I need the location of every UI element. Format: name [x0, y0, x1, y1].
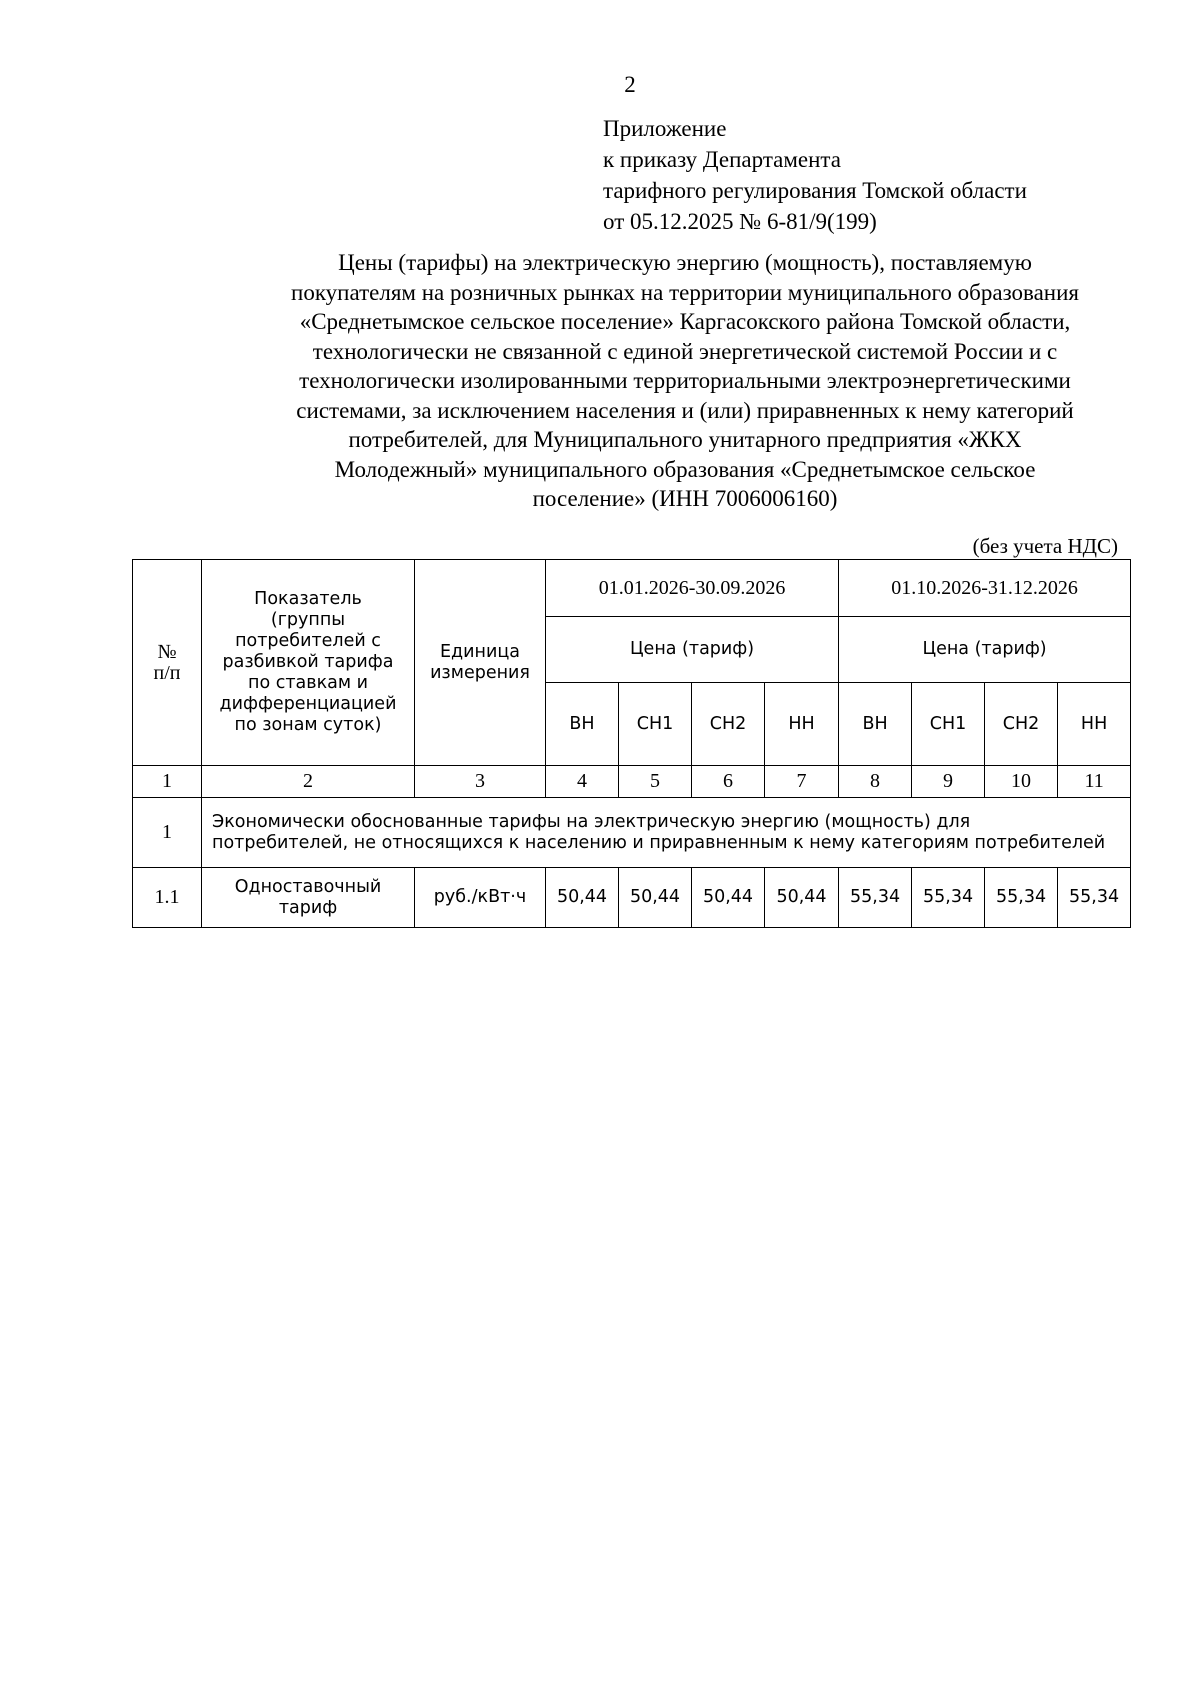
header-period-1: 01.01.2026-30.09.2026	[546, 560, 839, 617]
tariff-value: 50,44	[765, 868, 839, 928]
title-line: «Среднетымское сельское поселение» Каргасокского района Томской области,	[299, 309, 1071, 334]
page-number: 2	[624, 72, 636, 97]
approval-block	[603, 113, 1027, 237]
voltage-level: ВН	[546, 683, 619, 766]
voltage-level: СН2	[985, 683, 1058, 766]
title-line: поселение» (ИНН 7006006160)	[532, 486, 838, 511]
section-title: Экономически обоснованные тарифы на электрическую энергию (мощность) для потребителей, не относящихся к населению и приравненным к нему категориям потребителей	[202, 798, 1131, 868]
title-line: потребителей, для Муниципального унитарного предприятия «ЖКХ	[348, 427, 1022, 452]
voltage-level: СН1	[619, 683, 692, 766]
column-number: 11	[1058, 766, 1131, 798]
column-number: 9	[912, 766, 985, 798]
column-number: 8	[839, 766, 912, 798]
approval-line: Приложение	[603, 116, 727, 141]
vat-note: (без учета НДС)	[972, 534, 1118, 558]
column-number: 5	[619, 766, 692, 798]
approval-line: от 05.12.2025 № 6-81/9(199)	[603, 209, 877, 234]
approval-line: тарифного регулирования Томской области	[603, 178, 1027, 203]
title-line: технологически изолированными территориальными электроэнергетическими	[299, 368, 1071, 393]
title-line: системами, за исключением населения и (или) приравненных к нему категорий	[296, 397, 1074, 423]
tariff-value: 55,34	[1058, 868, 1131, 928]
voltage-level: НН	[1058, 683, 1131, 766]
title-line: Молодежный» муниципального образования «Среднетымское сельское	[334, 456, 1036, 482]
row-name: Одноставочный тариф	[202, 868, 415, 928]
header-row-periods	[133, 560, 1131, 617]
approval-line: к приказу Департамента	[603, 147, 841, 172]
section-num: 1	[133, 798, 202, 868]
tariff-value: 50,44	[619, 868, 692, 928]
column-number: 6	[692, 766, 765, 798]
tariff-table	[132, 559, 1131, 928]
table-row	[133, 868, 1131, 928]
voltage-level: ВН	[839, 683, 912, 766]
column-number: 4	[546, 766, 619, 798]
header-unit: Единица измерения	[415, 560, 546, 766]
voltage-level: СН2	[692, 683, 765, 766]
voltage-level: СН1	[912, 683, 985, 766]
column-number: 3	[415, 766, 546, 798]
column-number: 7	[765, 766, 839, 798]
header-period-2: 01.10.2026-31.12.2026	[839, 560, 1131, 617]
row-unit: руб./кВт·ч	[415, 868, 546, 928]
tariff-value: 55,34	[985, 868, 1058, 928]
voltage-level: НН	[765, 683, 839, 766]
column-number: 10	[985, 766, 1058, 798]
title-line: Цены (тарифы) на электрическую энергию (мощность), поставляемую	[338, 250, 1032, 275]
header-price-1: Цена (тариф)	[546, 617, 839, 683]
title-line: покупателям на розничных рынках на территории муниципального образования	[291, 279, 1079, 305]
header-indicator: Показатель (группы потребителей с разбивкой тарифа по ставкам и дифференциацией по зонам суток)	[202, 560, 415, 766]
title-line: технологически не связанной с единой энергетической системой России и с	[312, 338, 1058, 364]
section-row	[133, 798, 1131, 868]
tariff-value: 55,34	[912, 868, 985, 928]
header-num: № п/п	[133, 560, 202, 766]
header-price-2: Цена (тариф)	[839, 617, 1131, 683]
tariff-value: 50,44	[692, 868, 765, 928]
document-title	[130, 248, 1200, 514]
tariff-value: 50,44	[546, 868, 619, 928]
row-num: 1.1	[133, 868, 202, 928]
column-number: 2	[202, 766, 415, 798]
column-number: 1	[133, 766, 202, 798]
column-number-row	[133, 766, 1131, 798]
tariff-value: 55,34	[839, 868, 912, 928]
